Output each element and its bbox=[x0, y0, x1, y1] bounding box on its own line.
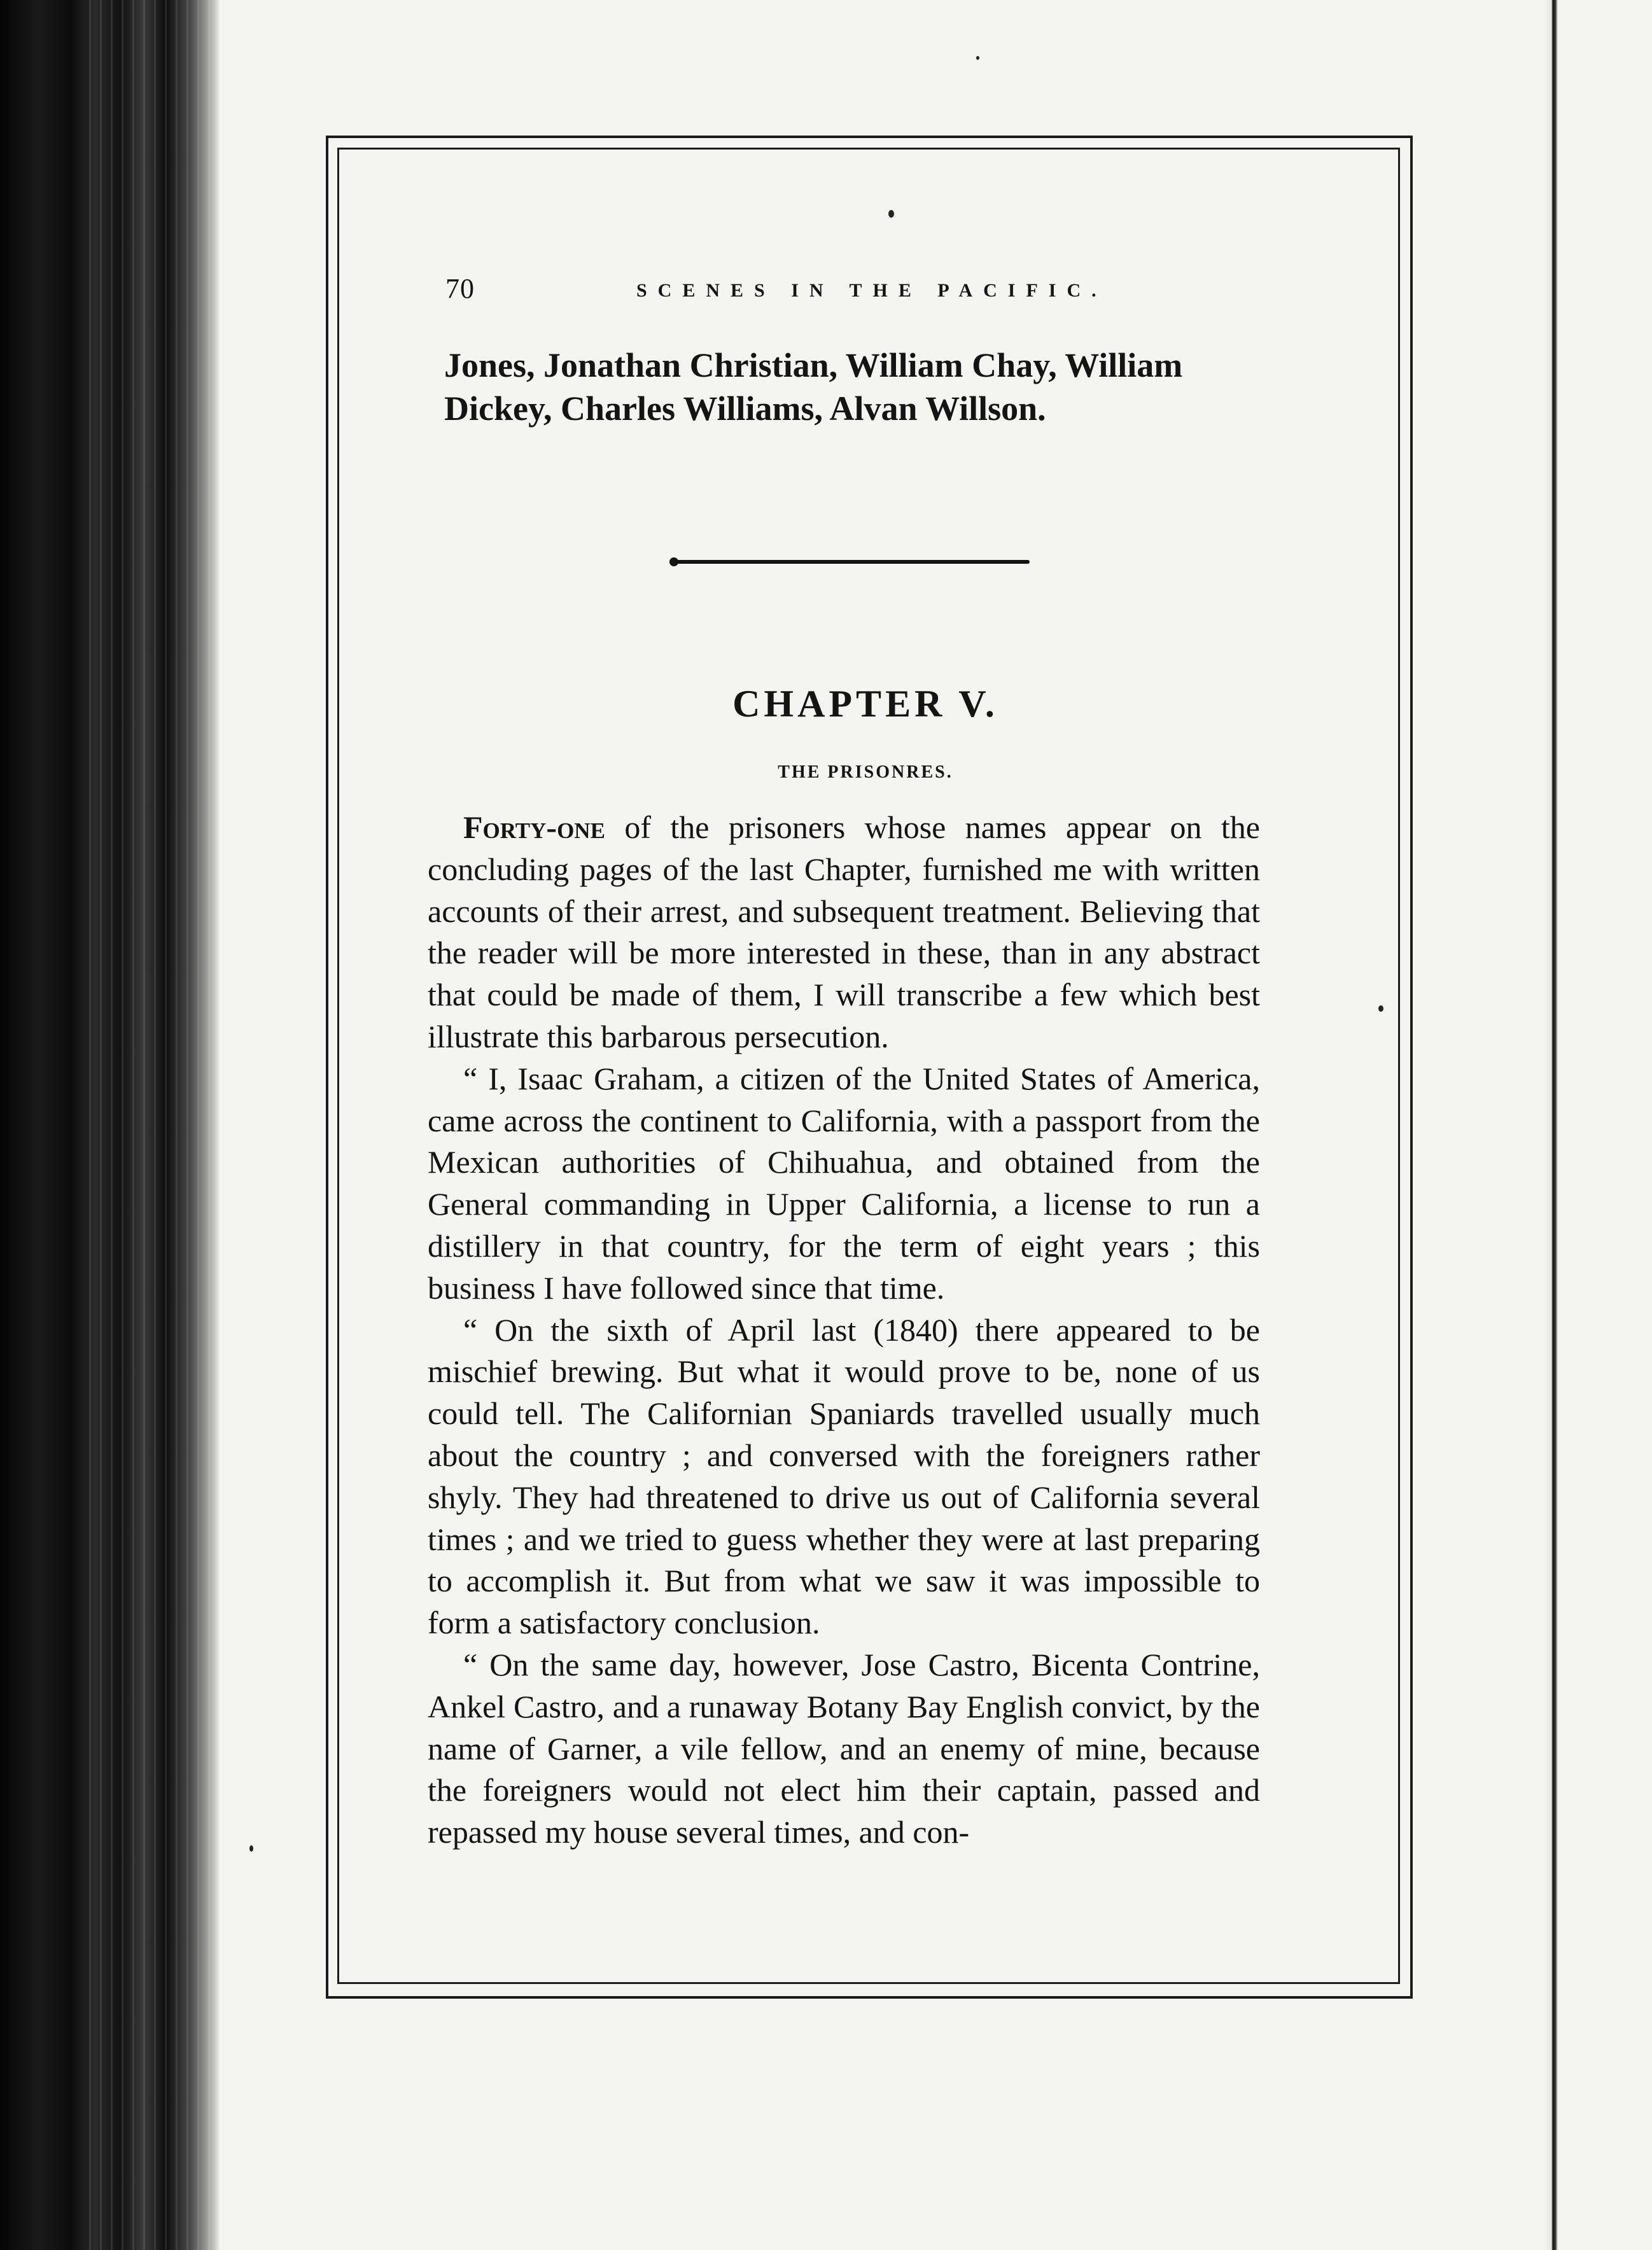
book-spine-texture bbox=[89, 0, 216, 2250]
chapter-heading: CHAPTER V. bbox=[732, 683, 998, 725]
scan-speck bbox=[888, 210, 894, 218]
section-divider bbox=[673, 560, 1030, 564]
paragraph-text: of the prisoners whose names appear on the concluding pages of the last Chapter, furnished me with written accounts of their arrest, and subsequent treatment. Believing that the reader will be more interested in these, than in any abstract that could be made of them, I will transcribe a few which best illustrate this barbarous persecution. bbox=[428, 809, 1260, 1054]
section-divider-end bbox=[669, 557, 678, 566]
scan-speck bbox=[249, 1845, 253, 1852]
running-head bbox=[445, 272, 1285, 317]
chapter-subtitle: THE PRISONRES. bbox=[778, 762, 953, 782]
scan-speck bbox=[1378, 1005, 1383, 1012]
paragraph-lead-words: Forty-one bbox=[463, 809, 605, 845]
running-title: SCENES IN THE PACIFIC. bbox=[636, 280, 1107, 301]
facing-page-edge bbox=[1544, 0, 1652, 2250]
previous-chapter-text: Jones, Jonathan Christian, William Chay, William Dickey, Charles Williams, Alvan Willson. bbox=[444, 346, 1183, 428]
paragraph bbox=[428, 807, 1260, 1058]
paragraph: “ I, Isaac Graham, a citizen of the United States of America, came across the continent to California, with a passport from the Mexican authorities of Chihuahua, and obtained from the General commanding in Upper California, a license to run a distillery in that country, for the term of eight years ; this business I have followed since that time. bbox=[428, 1060, 1260, 1306]
chapter-body bbox=[428, 807, 1260, 1854]
scan-speck bbox=[976, 56, 979, 60]
paragraph: “ On the sixth of April last (1840) there appeared to be mischief brewing. But what it would prove to be, none of us could tell. The Californian Spaniards travelled usually much about the country ; and conversed with the foreigners rather shyly. They had threatened to drive us out of California several times ; and we tried to guess whether they were at last preparing to accomplish it. But from what we saw it was impossible to form a satisfactory conclusion. bbox=[428, 1311, 1260, 1641]
page-number: 70 bbox=[445, 273, 475, 304]
paragraph: “ On the same day, however, Jose Castro, Bicenta Contrine, Ankel Castro, and a runaway Botany Bay English convict, by the name of Garner, a vile fellow, and an enemy of mine, because the foreigners would not elect him their captain, passed and repassed my house several times, and con- bbox=[428, 1646, 1260, 1850]
